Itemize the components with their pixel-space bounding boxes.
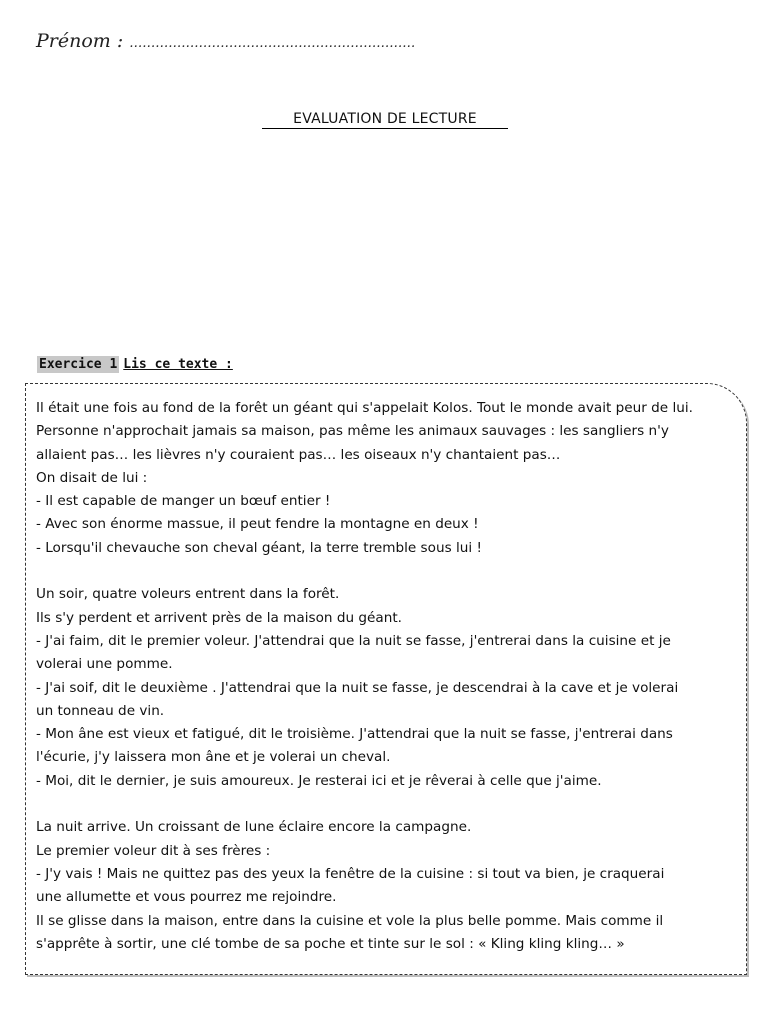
name-field-line bbox=[36, 30, 415, 52]
story-blank-line bbox=[36, 560, 746, 583]
story-line: Il se glisse dans la maison, entre dans la cuisine et vole la plus belle pomme. Mais comme il bbox=[36, 912, 664, 929]
name-label: Prénom bbox=[36, 30, 111, 52]
exercise-heading bbox=[37, 357, 233, 372]
story-line: Ils s'y perdent et arrivent près de la maison du géant. bbox=[36, 609, 402, 626]
story-line: - Mon âne est vieux et fatigué, dit le troisième. J'attendrai que la nuit se fasse, j'entrerai dans bbox=[36, 726, 673, 743]
story-line: - J'y vais ! Mais ne quittez pas des yeux la fenêtre de la cuisine : si tout va bien, je craquerai bbox=[36, 865, 665, 882]
story-line: Personne n'approchait jamais sa maison, pas même les animaux sauvages : les sangliers n'y bbox=[36, 423, 669, 440]
story-line: - J'ai faim, dit le premier voleur. J'attendrai que la nuit se fasse, j'entrerai dans la cuisine et je bbox=[36, 632, 671, 649]
name-separator: : bbox=[116, 30, 124, 52]
exercise-label: Exercice 1 bbox=[39, 357, 118, 372]
story-line: Le premier voleur dit à ses frères : bbox=[36, 842, 271, 859]
story-line: - Lorsqu'il chevauche son cheval géant, la terre tremble sous lui ! bbox=[36, 539, 482, 556]
story-line: On disait de lui : bbox=[36, 469, 148, 486]
story-line: une allumette et vous pourrez me rejoindre. bbox=[36, 889, 337, 906]
story-line: s'apprête à sortir, une clé tombe de sa poche et tinte sur le sol : « Kling kling kling… » bbox=[36, 935, 625, 952]
story-line: un tonneau de vin. bbox=[36, 702, 165, 719]
story-text bbox=[36, 397, 746, 956]
story-line: - Moi, dit le dernier, je suis amoureux. Je resterai ici et je rêverai à celle que j'aime. bbox=[36, 772, 602, 789]
story-line: allaient pas… les lièvres n'y couraient pas… les oiseaux n'y chantaient pas… bbox=[36, 446, 561, 463]
page-title: EVALUATION DE LECTURE bbox=[262, 111, 508, 129]
story-line: Un soir, quatre voleurs entrent dans la forêt. bbox=[36, 586, 340, 603]
story-blank-line bbox=[36, 793, 746, 816]
story-line: La nuit arrive. Un croissant de lune éclaire encore la campagne. bbox=[36, 819, 472, 836]
story-line: - Il est capable de manger un bœuf entier ! bbox=[36, 493, 331, 510]
story-line: - Avec son énorme massue, il peut fendre la montagne en deux ! bbox=[36, 516, 479, 533]
story-line: Il était une fois au fond de la forêt un géant qui s'appelait Kolos. Tout le monde avait peur de lui. bbox=[36, 400, 693, 416]
story-line: volerai une pomme. bbox=[36, 656, 173, 673]
story-line: l'écurie, j'y laissera mon âne et je volerai un cheval. bbox=[36, 749, 391, 766]
exercise-instruction: Lis ce texte : bbox=[123, 357, 233, 372]
story-line: - J'ai soif, dit le deuxième . J'attendrai que la nuit se fasse, je descendrai à la cave et je volerai bbox=[36, 679, 679, 696]
name-blank-dots: ………………………………………………………… bbox=[129, 36, 416, 51]
